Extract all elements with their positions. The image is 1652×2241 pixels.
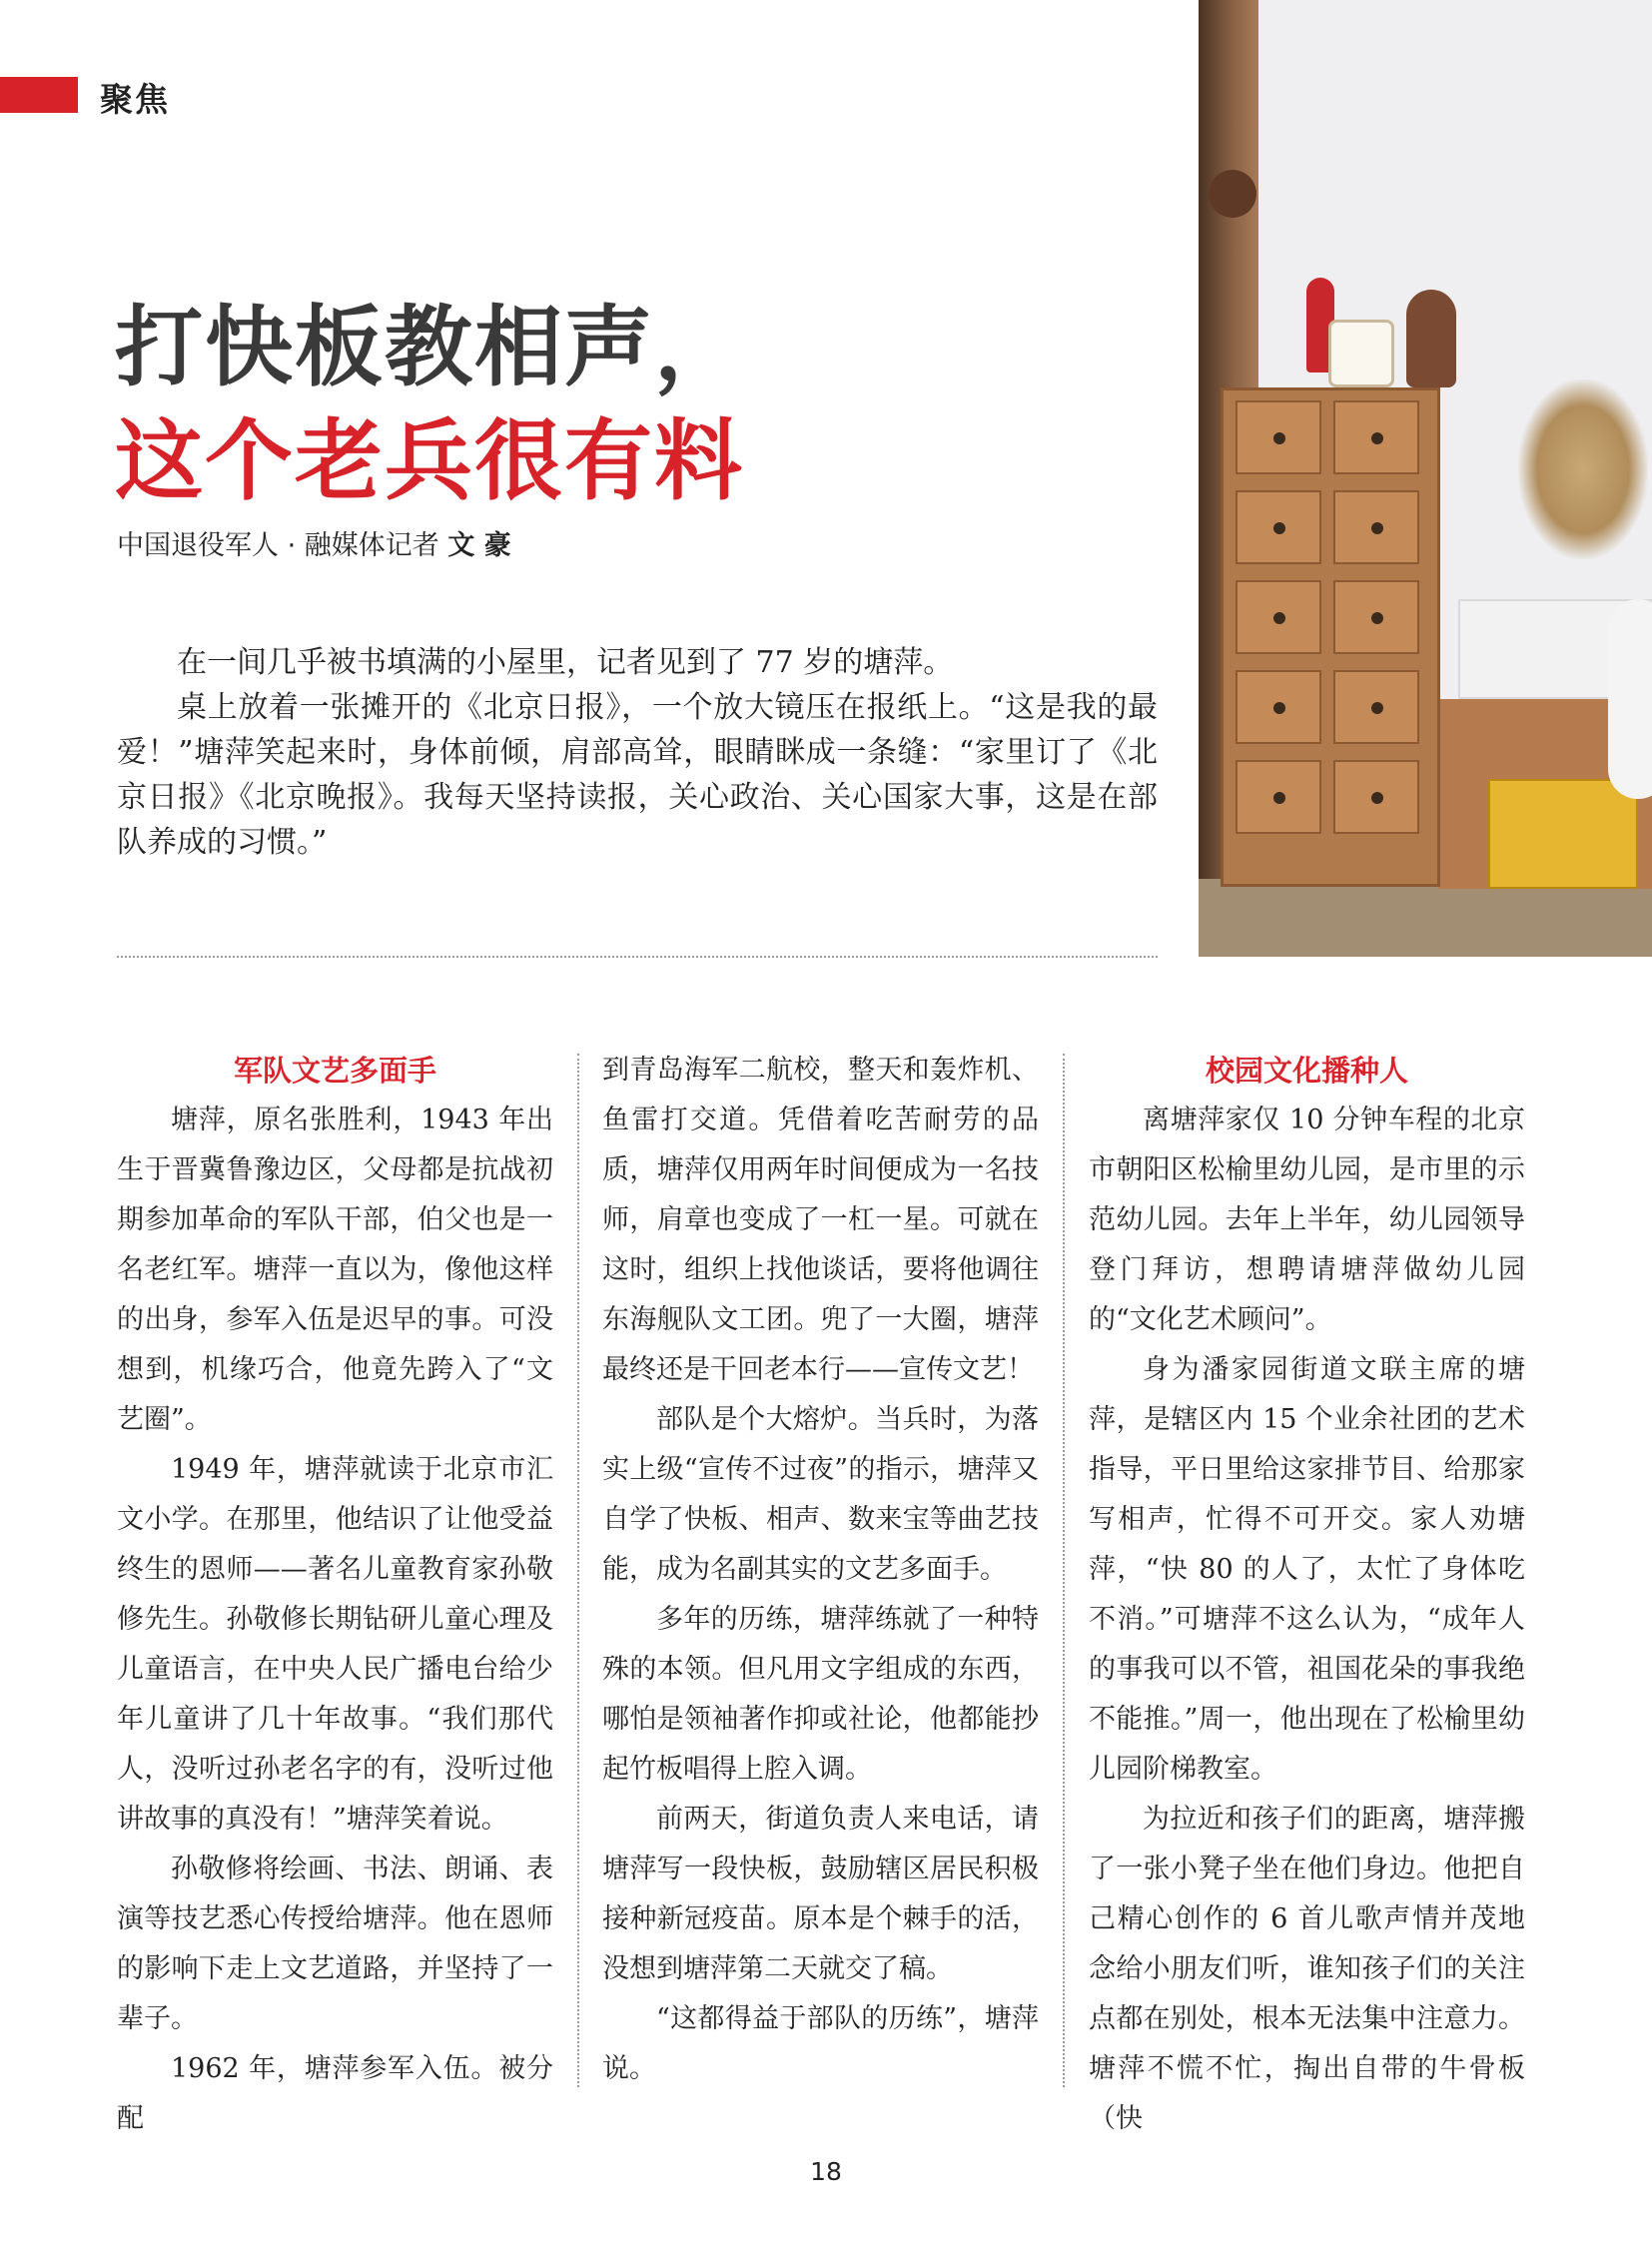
column-divider xyxy=(577,1054,579,2087)
photo-drawer xyxy=(1333,490,1419,564)
intro-text xyxy=(117,640,1158,865)
byline-prefix: 中国退役军人 · 融媒体记者 xyxy=(117,530,439,561)
photo-drawer xyxy=(1236,400,1321,474)
photo-drawer xyxy=(1333,580,1419,654)
photo-drawer xyxy=(1236,670,1321,744)
body-paragraph: 1949 年，塘萍就读于北京市汇文小学。在那里，他结识了让他受益终生的恩师——著名儿童教育家孙敬修先生。孙敬修长期钻研儿童心理及儿童语言，在中央人民广播电台给少年儿童讲了几十年故事。“我们那代人，没听过孙老名字的有，没听过他讲故事的真没有！”塘萍笑着说。 xyxy=(117,1454,553,1835)
section-label: 聚焦 xyxy=(100,80,170,119)
photo-dried-plant xyxy=(1518,379,1648,559)
column-divider xyxy=(1063,1054,1065,2087)
photo-alarm-clock xyxy=(1328,320,1394,387)
photo-baby-figurine xyxy=(1406,290,1456,387)
headline-line-2: 这个老兵很有料 xyxy=(115,409,745,512)
photo-gift-box xyxy=(1488,779,1638,889)
page-number: 18 xyxy=(810,2157,842,2186)
section-divider xyxy=(117,956,1158,958)
body-paragraph: 到青岛海军二航校，整天和轰炸机、鱼雷打交道。凭借着吃苦耐劳的品质，塘萍仅用两年时间便成为一名技师，肩章也变成了一杠一星。可就在这时，组织上找他谈话，要将他调往东海舰队文工团。兜了一大圈，塘萍最终还是干回老本行——宣传文艺！ xyxy=(602,1055,1039,1385)
photo-drawer xyxy=(1236,580,1321,654)
body-paragraph: 为拉近和孩子们的距离，塘萍搬了一张小凳子坐在他们身边。他把自己精心创作的 6 首儿歌声情并茂地念给小朋友们听，谁知孩子们的关注点都在别处，根本无法集中注意力。塘萍不慌不忙，掏出自带的牛骨板（快 xyxy=(1089,1804,1525,2134)
column-3 xyxy=(1089,1046,1525,2144)
photo-floor xyxy=(1199,879,1652,957)
photo-drawer xyxy=(1333,760,1419,834)
body-paragraph: 部队是个大熔炉。当兵时，为落实上级“宣传不过夜”的指示，塘萍又自学了快板、相声、数来宝等曲艺技能，成为名副其实的文艺多面手。 xyxy=(602,1404,1039,1585)
section-marker-bar xyxy=(0,77,78,113)
body-paragraph: 塘萍，原名张胜利，1943 年出生于晋冀鲁豫边区，父母都是抗战初期参加革命的军队干部，伯父也是一名老红军。塘萍一直以为，像他这样的出身，参军入伍是迟早的事。可没想到，机缘巧合，他竟先跨入了“文艺圈”。 xyxy=(117,1105,553,1435)
photo-person-edge xyxy=(1608,599,1652,799)
column-2 xyxy=(602,1046,1039,2094)
byline-author: 文 豪 xyxy=(447,530,511,561)
feature-photo xyxy=(1199,0,1652,957)
body-paragraph: “这都得益于部队的历练”，塘萍说。 xyxy=(602,2003,1039,2084)
photo-drawer xyxy=(1236,490,1321,564)
photo-wall-ornament xyxy=(1209,170,1256,218)
body-paragraph: 1962 年，塘萍参军入伍。被分配 xyxy=(117,2053,553,2134)
intro-paragraph: 在一间几乎被书填满的小屋里，记者见到了 77 岁的塘萍。 xyxy=(177,645,954,680)
body-paragraph: 离塘萍家仅 10 分钟车程的北京市朝阳区松榆里幼儿园，是市里的示范幼儿园。去年上半年，幼儿园领导登门拜访，想聘请塘萍做幼儿园的“文化艺术顾问”。 xyxy=(1089,1105,1525,1335)
photo-drawer-cabinet xyxy=(1221,387,1440,887)
body-paragraph: 前两天，街道负责人来电话，请塘萍写一段快板，鼓励辖区居民积极接种新冠疫苗。原本是个棘手的活，没想到塘萍第二天就交了稿。 xyxy=(602,1804,1039,1984)
headline-line-1: 打快板教相声， xyxy=(115,296,745,398)
subheading-campus-culture: 校园文化播种人 xyxy=(1205,1054,1408,1088)
photo-drawer xyxy=(1333,670,1419,744)
body-paragraph: 孙敬修将绘画、书法、朗诵、表演等技艺悉心传授给塘萍。他在恩师的影响下走上文艺道路，并坚持了一辈子。 xyxy=(117,1854,553,2034)
body-paragraph: 身为潘家园街道文联主席的塘萍，是辖区内 15 个业余社团的艺术指导，平日里给这家排节目、给那家写相声，忙得不可开交。家人劝塘萍，“快 80 的人了，太忙了身体吃不消。”可塘萍不这么认为，“成年人的事我可以不管，祖国花朵的事我绝不能推。”周一，他出现在了松榆里幼儿园阶梯教室。 xyxy=(1089,1354,1525,1785)
byline xyxy=(117,523,511,562)
subheading-military-arts: 军队文艺多面手 xyxy=(233,1054,436,1088)
body-paragraph: 多年的历练，塘萍练就了一种特殊的本领。但凡用文字组成的东西，哪怕是领袖著作抑或社论，他都能抄起竹板唱得上腔入调。 xyxy=(602,1604,1039,1785)
intro-paragraph: 桌上放着一张摊开的《北京日报》，一个放大镜压在报纸上。“这是我的最爱！”塘萍笑起来时，身体前倾，肩部高耸，眼睛眯成一条缝：“家里订了《北京日报》《北京晚报》。我每天坚持读报，关心政治、关心国家大事，这是在部队养成的习惯。” xyxy=(117,690,1158,860)
photo-drawer xyxy=(1333,400,1419,474)
column-1 xyxy=(117,1046,553,2144)
photo-drawer xyxy=(1236,760,1321,834)
